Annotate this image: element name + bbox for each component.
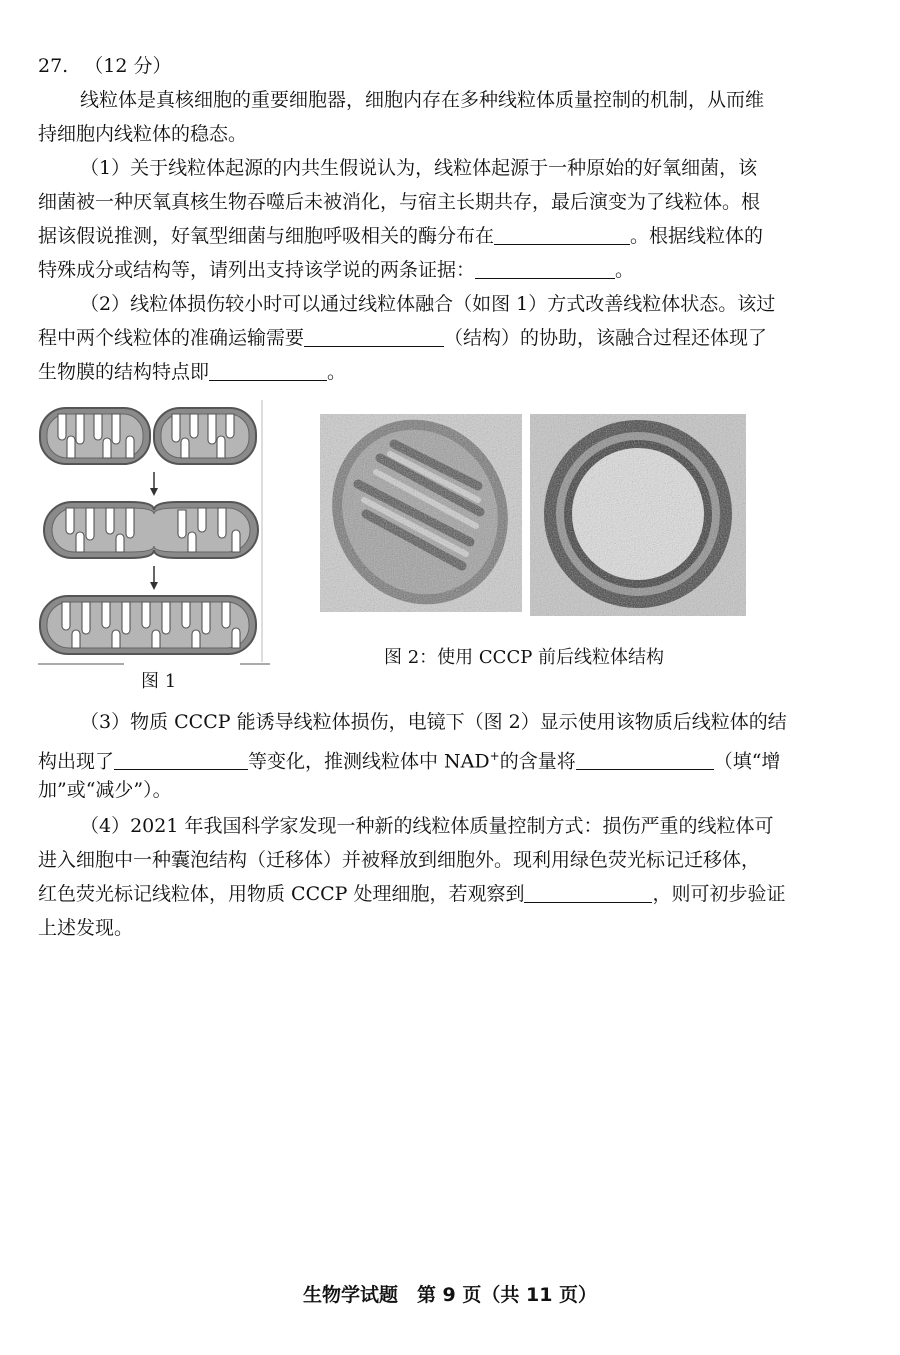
part2-line-1: （2）线粒体损伤较小时可以通过线粒体融合（如图 1）方式改善线粒体状态。该过 [80,293,776,315]
mitochondrion-fused [40,596,256,654]
part3-line-2-mid: 等变化，推测线粒体中 NAD [248,750,490,773]
part1-line-1: （1）关于线粒体起源的内共生假说认为，线粒体起源于一种原始的好氧细菌，该 [80,157,758,179]
intro-line-1: 线粒体是真核细胞的重要细胞器，细胞内存在多种线粒体质量控制的机制，从而维 [80,89,765,111]
part4-line-3 [38,880,786,908]
part3-line-2-text: 构出现了 [38,750,115,773]
figure-2-em-before [320,414,522,612]
answer-blank-6[interactable] [576,749,714,770]
part4-line-1: （4）2021 年我国科学家发现一种新的线粒体质量控制方式：损伤严重的线粒体可 [80,815,774,837]
intro-line-2: 持细胞内线粒体的稳态。 [38,123,248,145]
figure-1-mitochondria-fusion [36,400,272,690]
part1-line-4-text: 特殊成分或结构等，请列出支持该学说的两条证据： [38,259,476,281]
answer-blank-7[interactable] [524,882,652,903]
part2-line-2-text: 程中两个线粒体的准确运输需要 [38,327,305,349]
figure-2-em-after [530,414,746,616]
figure-2-caption: 图 2：使用 CCCP 前后线粒体结构 [384,647,665,668]
part2-line-2 [38,324,767,352]
part1-line-4-tail: 。 [615,259,635,281]
question-header [38,52,171,80]
part3-line-2 [38,742,780,775]
part3-line-2-mid2: 的含量将 [499,750,576,773]
mitochondrion-right-top [154,408,256,464]
part4-line-3-text: 红色荧光标记线粒体，用物质 CCCP 处理细胞，若观察到 [38,883,525,905]
mitochondrion-left-top [40,408,150,464]
page-footer: 生物学试题 第 9 页（共 11 页） [302,1284,598,1306]
part2-line-3-tail: 。 [327,361,347,383]
answer-blank-4[interactable] [209,360,327,381]
mitochondrion-fusing [44,502,258,558]
part2-line-2-tail: （结构）的协助，该融合过程还体现了 [444,327,768,349]
part1-line-3-text: 据该假说推测，好氧型细菌与细胞呼吸相关的酶分布在 [38,225,495,247]
part3-line-2-tail: （填“增 [713,750,781,773]
part4-line-4: 上述发现。 [38,917,134,939]
question-score: （12 分） [84,55,172,77]
answer-blank-5[interactable] [114,749,248,770]
answer-blank-3[interactable] [304,326,444,347]
nad-superscript: + [489,749,500,763]
part4-line-2: 进入细胞中一种囊泡结构（迁移体）并被释放到细胞外。现利用绿色荧光标记迁移体， [38,849,761,871]
part1-line-3-tail: 。根据线粒体的 [630,225,764,247]
part2-line-3 [38,358,346,386]
answer-blank-2[interactable] [475,258,615,279]
part3-line-1: （3）物质 CCCP 能诱导线粒体损伤，电镜下（图 2）显示使用该物质后线粒体的结 [80,711,787,733]
part1-line-2: 细菌被一种厌氧真核生物吞噬后未被消化，与宿主长期共存，最后演变为了线粒体。根 [38,191,761,213]
part2-line-3-text: 生物膜的结构特点即 [38,361,210,383]
part1-line-3 [38,222,763,250]
figure-1-caption: 图 1 [141,671,177,692]
answer-blank-1[interactable] [494,224,630,245]
part4-line-3-tail: ，则可初步验证 [652,883,786,905]
part1-line-4 [38,256,634,284]
question-number: 27. [38,55,69,77]
part3-line-3: 加”或“减少”）。 [38,779,172,801]
